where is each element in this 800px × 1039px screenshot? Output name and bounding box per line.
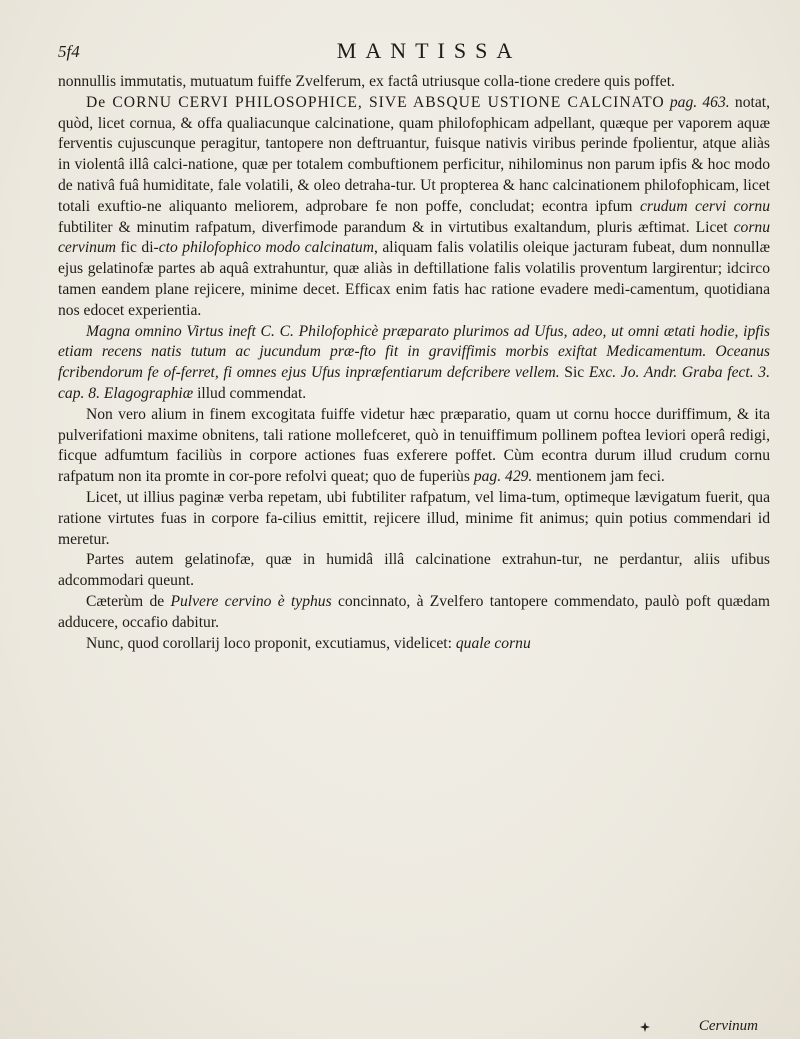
printer-mark-icon	[640, 1022, 650, 1032]
paragraph-5: Licet, ut illius paginæ verba repetam, ubi fubtiliter rafpatum, vel lima-tum, optimeque lævigatum fuerit, qua ratione virtutes fuas in corpore fa-cilius emittit, rejicere illud, minime fit animus; quin potius commendari id meretur.	[58, 488, 770, 548]
paragraph-3-quotation: Magna omnino Virtus ineft C. C. Philofophicè præparato plurimos ad Ufus, adeo, ut omni ætati hodie, ipfis etiam recens natis tutum ac jucundum præ-fto fit in graviffimis morbis exiftat Medicamentum. Oceanus fcribendorum fe of-ferret, fi omnes ejus Ufus inpræfentiarum defcribere vellem. Sic Exc. Jo. Andr. Graba fect. 3. cap. 8. Elagographiæ illud commendat.	[58, 322, 771, 402]
page-header	[58, 38, 760, 68]
running-head: MANTISSA	[336, 38, 522, 63]
paragraph-1: nonnullis immutatis, mutuatum fuiffe Zvelferum, ex factâ utriusque colla-tione credere quis poffet.	[58, 73, 675, 90]
paragraph-6: Partes autem gelatinofæ, quæ in humidâ illâ calcinatione extrahun-tur, ne perdantur, aliis ufibus adcommodari queunt.	[58, 551, 770, 590]
paragraph-4: Non vero alium in finem excogitata fuiffe videtur hæc præparatio, quam ut cornu hocce duriffimum, & ita pulverifationi maxime obnitens, tali ratione mollefceret, quò in tenuiffimum pollinem poftea leviori operâ redigi, ficque adfumtum faciliùs in corpore actiones fuas exferere poffet. Cùm econtra durum illud crudum cornu rafpatum non ita promte in cor-pore refolvi queat; quo de fuperiùs pag. 429. mentionem jam feci.	[58, 405, 770, 486]
paragraph-7: Cæterùm de Pulvere cervino è typhus concinnato, à Zvelfero tantopere commendato, paulò poft quædam adducere, occafio dabitur.	[58, 592, 770, 631]
paragraph-8: Nunc, quod corollarij loco proponit, excutiamus, videlicet: quale cornu	[86, 634, 531, 652]
catchword: Cervinum	[698, 1018, 758, 1034]
body-text	[58, 72, 770, 654]
page-number: 5f4	[58, 42, 80, 61]
paragraph-2: De CORNU CERVI PHILOSOPHICE, SIVE ABSQUE USTIONE CALCINATO pag. 463. notat, quòd, licet cornua, & offa qualiacunque calcinatione, quam philofophicam adpellant, quæque per vaporem aquæ ferventis cujuscunque peragitur, tantopere non deftruantur, fuisque nativis viribus perinde fpolientur, atque aliàs in violentâ illâ calci-natione, quæ per totalem combuftionem perficitur, nihilominus non parum ipfis & hoc modo de nativâ fuâ humiditate, fale volatili, & oleo detraha-tur. Ut propterea & hanc calcinationem philofophicam, licet totali exuftio-ne aliquanto meliorem, adprobare fe non poffe, concludat; econtra ipfum crudum cervi cornu fubtiliter & minutim rafpatum, diverfimode parandum & in virtutibus exaltandum, pluris æftimat. Licet cornu cervinum fic di-cto philofophico modo calcinatum, aliquam falis volatilis oleique jacturam fubeat, dum nonnullæ ejus gelatinofæ partes ab aquâ extrahuntur, quæ aliàs in deftillatione falis volatilis proventum largirentur; idcirco tamen eandem plane rejicere, minime decet. Efficax enim fatis hac ratione evadere medi-camentum, quotidiana nos edocet experientia.	[58, 93, 771, 319]
